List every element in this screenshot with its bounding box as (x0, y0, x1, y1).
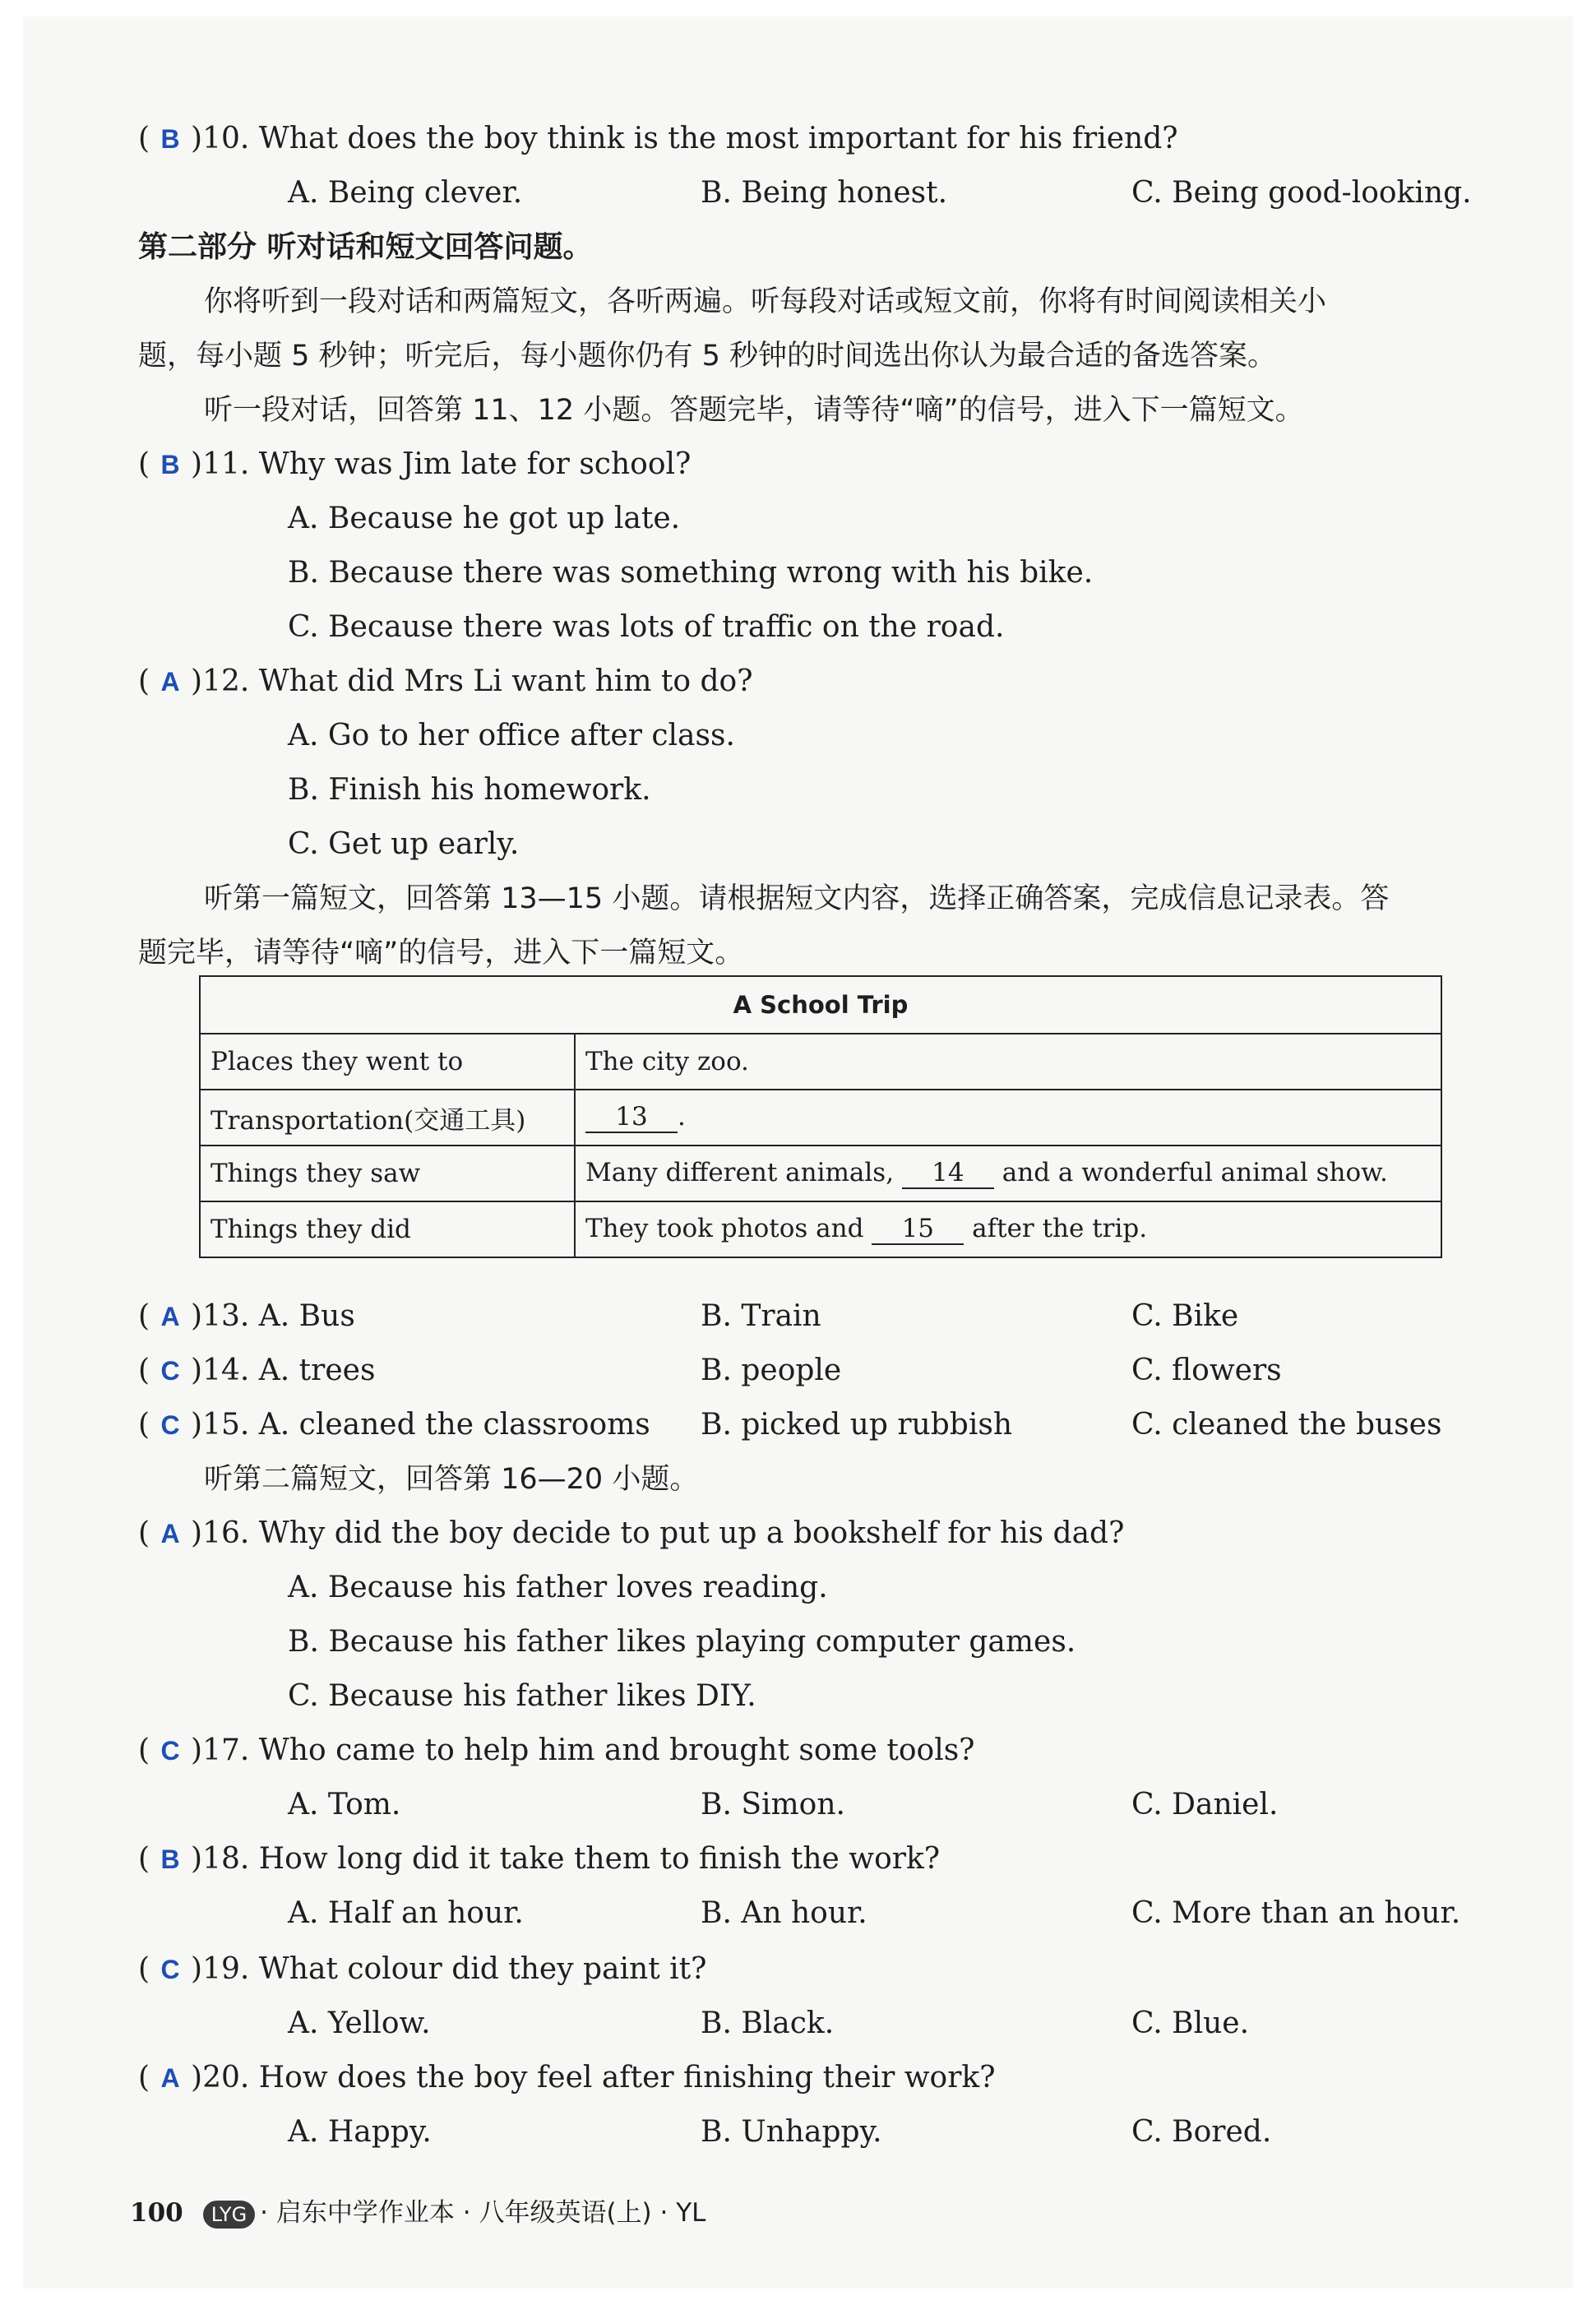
q17-option-a: A. Tom. (288, 1788, 401, 1821)
row-value-saw (575, 1146, 1441, 1201)
question-11-text: )11. Why was Jim late for school? (191, 447, 692, 481)
q17-option-c: C. Daniel. (1131, 1788, 1279, 1821)
q19-option-b: B. Black. (701, 2006, 835, 2040)
table-row (200, 1201, 1441, 1257)
question-14 (138, 1350, 375, 1391)
paren-open: ( (138, 2061, 150, 2094)
blank-14: 14 (902, 1158, 994, 1189)
did-after: after the trip. (972, 1214, 1148, 1243)
answer-12: A (160, 667, 180, 697)
row-value-places: The city zoo. (575, 1034, 1441, 1090)
q16-option-a: A. Because his father loves reading. (288, 1571, 828, 1604)
answer-14: C (160, 1356, 180, 1386)
q18-option-b: B. An hour. (701, 1896, 867, 1930)
question-16-text: )16. Why did the boy decide to put up a bookshelf for his dad? (191, 1516, 1125, 1550)
dialog-instruction: 听一段对话，回答第 11、12 小题。答题完毕，请等待“嘀”的信号，进入下一篇短文。 (204, 394, 1304, 427)
question-12 (138, 661, 753, 702)
question-10-text: )10. What does the boy think is the most important for his friend? (191, 122, 1178, 155)
paren-open: ( (138, 1299, 150, 1333)
question-13-text: )13. A. Bus (191, 1299, 355, 1333)
part2-heading: 第二部分 听对话和短文回答问题。 (138, 230, 593, 264)
q18-option-a: A. Half an hour. (288, 1896, 524, 1930)
answer-15: C (160, 1410, 180, 1440)
question-14-text: )14. A. trees (191, 1354, 376, 1387)
part2-intro-line2: 题，每小题 5 秒钟；听完后，每小题你仍有 5 秒钟的时间选出你认为最合适的备选答案。 (138, 340, 1277, 373)
q16-option-c: C. Because his father likes DIY. (288, 1679, 756, 1713)
answer-16: A (160, 1519, 180, 1548)
question-15-text: )15. A. cleaned the classrooms (191, 1408, 650, 1442)
row-label-did: Things they did (200, 1201, 575, 1257)
q17-option-b: B. Simon. (701, 1788, 845, 1821)
did-before: They took photos and (585, 1214, 864, 1243)
row-value-transportation (575, 1090, 1441, 1146)
answer-10: B (160, 124, 180, 154)
question-18-text: )18. How long did it take them to finish the work? (191, 1842, 941, 1876)
book-title: · 启东中学作业本 · 八年级英语(上) · YL (260, 2198, 706, 2228)
part2-intro-line1: 你将听到一段对话和两篇短文，各听两遍。听每段对话或短文前，你将有时间阅读相关小 (204, 285, 1327, 318)
saw-before: Many different animals, (585, 1158, 895, 1187)
q11-option-b: B. Because there was something wrong with his bike. (288, 556, 1094, 590)
question-15 (138, 1405, 650, 1446)
paren-open: ( (138, 1354, 150, 1387)
q20-option-a: A. Happy. (288, 2115, 432, 2149)
row-label-transportation: Transportation(交通工具) (200, 1090, 575, 1146)
q19-option-c: C. Blue. (1131, 2006, 1250, 2040)
q15-option-b: B. picked up rubbish (701, 1408, 1013, 1442)
row-label-saw: Things they saw (200, 1146, 575, 1201)
row-value-did (575, 1201, 1441, 1257)
q10-option-c: C. Being good-looking. (1131, 176, 1472, 210)
blank-13-after: . (678, 1102, 686, 1132)
question-18 (138, 1839, 940, 1880)
question-17 (138, 1730, 974, 1771)
blank-15: 15 (872, 1214, 964, 1245)
paren-open: ( (138, 664, 150, 698)
question-13 (138, 1296, 355, 1337)
q12-option-a: A. Go to her office after class. (288, 719, 735, 752)
blank-13: 13 (585, 1102, 678, 1133)
question-20-text: )20. How does the boy feel after finishing their work? (191, 2061, 996, 2094)
answer-19: C (160, 1955, 180, 1984)
passage1-instruction-line1: 听第一篇短文，回答第 13—15 小题。请根据短文内容，选择正确答案，完成信息记录表。答 (204, 882, 1390, 915)
answer-17: C (160, 1736, 180, 1766)
q11-option-c: C. Because there was lots of traffic on the road. (288, 610, 1005, 644)
answer-13: A (160, 1302, 180, 1331)
q14-option-b: B. people (701, 1354, 842, 1387)
q15-option-c: C. cleaned the buses (1131, 1408, 1442, 1442)
question-12-text: )12. What did Mrs Li want him to do? (191, 664, 753, 698)
paren-open: ( (138, 1842, 150, 1876)
paren-open: ( (138, 1952, 150, 1986)
paren-open: ( (138, 122, 150, 155)
q14-option-c: C. flowers (1131, 1354, 1282, 1387)
question-20 (138, 2057, 996, 2099)
q12-option-c: C. Get up early. (288, 827, 520, 861)
table-row (200, 1146, 1441, 1201)
question-19 (138, 1949, 706, 1990)
table-header-row (200, 976, 1441, 1034)
question-16 (138, 1513, 1124, 1554)
passage1-instruction-line2: 题完毕，请等待“嘀”的信号，进入下一篇短文。 (138, 937, 744, 970)
question-19-text: )19. What colour did they paint it? (191, 1952, 707, 1986)
question-17-text: )17. Who came to help him and brought some tools? (191, 1733, 975, 1767)
question-10 (138, 118, 1178, 160)
school-trip-table (199, 975, 1442, 1258)
table-row (200, 1034, 1441, 1090)
q10-option-a: A. Being clever. (288, 176, 523, 210)
series-badge: LYG (203, 2201, 255, 2229)
q20-option-b: B. Unhappy. (701, 2115, 882, 2149)
paren-open: ( (138, 1408, 150, 1442)
q13-option-b: B. Train (701, 1299, 821, 1333)
q11-option-a: A. Because he got up late. (288, 502, 681, 535)
passage2-instruction: 听第二篇短文，回答第 16—20 小题。 (204, 1463, 699, 1496)
page-footer (130, 2192, 705, 2233)
saw-after: and a wonderful animal show. (1002, 1158, 1388, 1187)
q13-option-c: C. Bike (1131, 1299, 1239, 1333)
answer-20: A (160, 2063, 180, 2093)
paren-open: ( (138, 1516, 150, 1550)
table-row (200, 1090, 1441, 1146)
question-11 (138, 444, 691, 485)
q12-option-b: B. Finish his homework. (288, 773, 651, 807)
answer-11: B (160, 450, 180, 479)
q18-option-c: C. More than an hour. (1131, 1896, 1461, 1930)
paren-open: ( (138, 1733, 150, 1767)
q16-option-b: B. Because his father likes playing computer games. (288, 1625, 1076, 1659)
row-label-places: Places they went to (200, 1034, 575, 1090)
q10-option-b: B. Being honest. (701, 176, 948, 210)
table-title: A School Trip (200, 976, 1441, 1034)
page-number: 100 (130, 2198, 183, 2228)
answer-18: B (160, 1844, 180, 1874)
paren-open: ( (138, 447, 150, 481)
q19-option-a: A. Yellow. (288, 2006, 431, 2040)
q20-option-c: C. Bored. (1131, 2115, 1272, 2149)
